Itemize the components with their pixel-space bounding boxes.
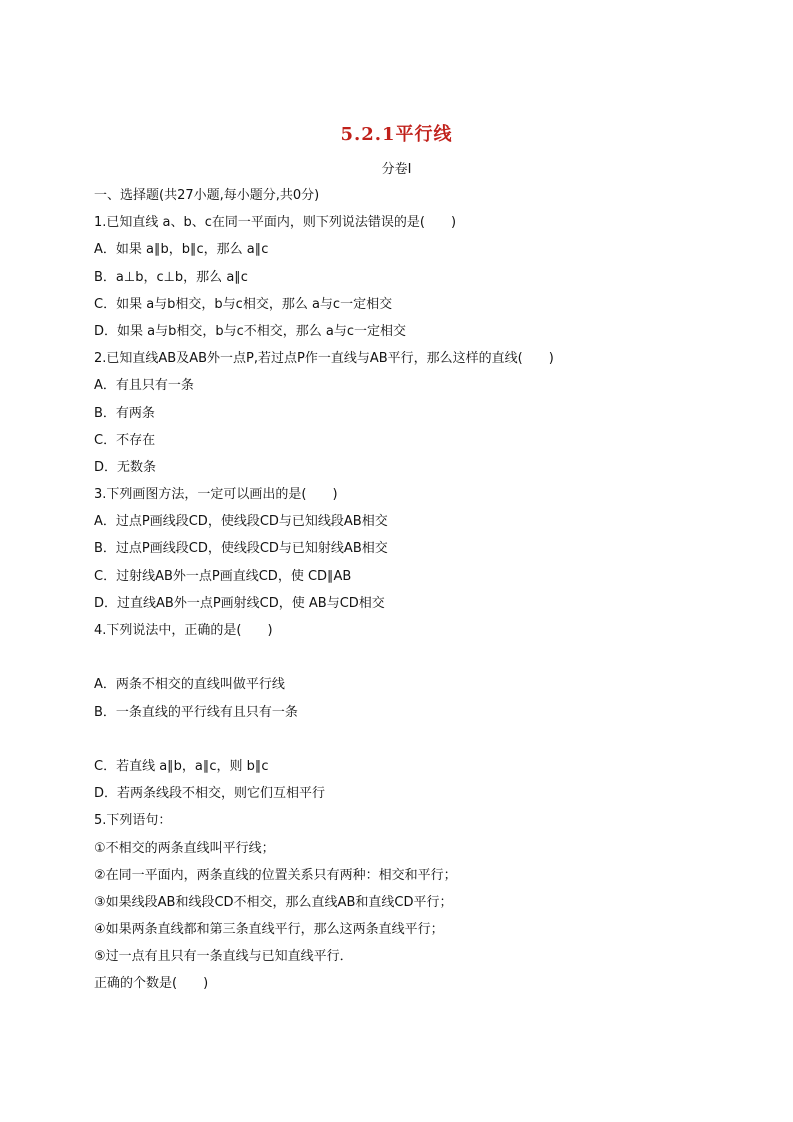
question-list xyxy=(94,182,734,998)
text-line: 一、选择题(共27小题,每小题分,共0分) xyxy=(94,188,320,203)
text-line: B．有两条 xyxy=(94,405,155,421)
text-line: B．a⊥b，c⊥b，那么 a∥c xyxy=(94,269,248,285)
text-line: ④如果两条直线都和第三条直线平行，那么这两条直线平行； xyxy=(94,922,444,938)
text-line: ③如果线段AB和线段CD不相交，那么直线AB和直线CD平行； xyxy=(94,894,453,910)
text-line: C．若直线 a∥b，a∥c，则 b∥c xyxy=(94,758,269,774)
text-line: B．一条直线的平行线有且只有一条 xyxy=(94,704,298,720)
section-label: 分卷I xyxy=(381,162,412,177)
text-line: 4.下列说法中，正确的是( ) xyxy=(94,623,273,638)
text-line: D．过直线AB外一点P画射线CD，使 AB与CD相交 xyxy=(94,595,385,611)
text-line: A．两条不相交的直线叫做平行线 xyxy=(94,677,285,693)
blank-line xyxy=(94,644,734,671)
text-line: A．如果 a∥b，b∥c，那么 a∥c xyxy=(94,242,269,258)
text-line: 5.下列语句： xyxy=(94,813,172,829)
text-line: A．过点P画线段CD，使线段CD与已知线段AB相交 xyxy=(94,514,388,530)
text-line: C．不存在 xyxy=(94,432,156,448)
text-line: D．若两条线段不相交，则它们互相平行 xyxy=(94,786,326,802)
text-line: ①不相交的两条直线叫平行线； xyxy=(94,840,275,856)
text-line: 2.已知直线AB及AB外一点P,若过点P作一直线与AB平行，那么这样的直线( ) xyxy=(94,351,554,367)
text-line: C．如果 a与b相交，b与c相交，那么 a与c一定相交 xyxy=(94,296,393,312)
text-line: 1.已知直线 a、b、c在同一平面内，则下列说法错误的是( ) xyxy=(94,215,457,231)
text-line: ②在同一平面内，两条直线的位置关系只有两种：相交和平行； xyxy=(94,867,457,883)
text-line: A．有且只有一条 xyxy=(94,378,194,394)
text-line: C．过射线AB外一点P画直线CD，使 CD∥AB xyxy=(94,568,352,584)
text-line: 3.下列画图方法，一定可以画出的是( ) xyxy=(94,487,338,503)
blank-line xyxy=(94,726,734,753)
document-title: 5.2.1平行线 xyxy=(340,124,453,145)
text-line: B．过点P画线段CD，使线段CD与已知射线AB相交 xyxy=(94,541,388,557)
text-line: D．无数条 xyxy=(94,459,157,475)
text-line: ⑤过一点有且只有一条直线与已知直线平行． xyxy=(94,949,353,965)
text-line: 正确的个数是( ) xyxy=(94,976,209,992)
text-line: D．如果 a与b相交，b与c不相交，那么 a与c一定相交 xyxy=(94,323,407,339)
